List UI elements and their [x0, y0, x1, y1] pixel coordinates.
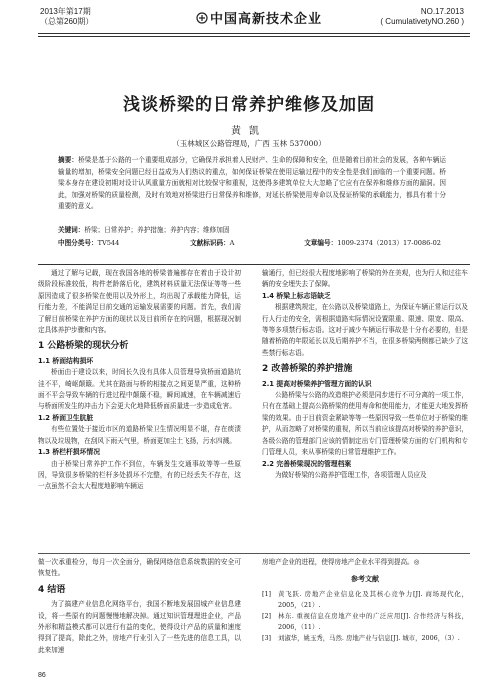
article-no-value: 1009-2374（2013）17-0086-02	[337, 239, 441, 247]
section-1-4-heading: 1.4 桥梁上标志语缺乏	[262, 291, 331, 300]
section-1-heading: 1 公路桥梁的现状分析	[38, 341, 129, 352]
article-no-label: 文章编号：	[304, 239, 338, 247]
left-column	[38, 268, 241, 493]
abstract-label: 摘要：	[58, 156, 79, 164]
cumulative-no-en: ( CumulativetyNO.260 )	[380, 17, 464, 26]
reference-number: [2]	[262, 611, 272, 620]
section-1-3-text: 由于桥梁日常养护工作不到位，车辆发生交通事故等等一些原因，导致很多桥梁的栏杆多处损坏不完整，有的已经丢失不存在，这一点虽然不会太大程度地影响车辆运	[38, 459, 241, 491]
journal-name: 中国高新技术企业	[210, 12, 323, 27]
section-2-heading: 2 改善桥梁的养护措施	[262, 364, 353, 375]
reference-text: 刘淑华，姚玉秀，马然. 房地产业与信息[J]. 城市，2006，（3）.	[278, 633, 460, 642]
issue-info-en	[380, 7, 464, 27]
reference-item	[262, 611, 468, 633]
doc-code-value: A	[229, 239, 235, 247]
section-1-4-text: 根据建筑规定，在公路以及桥梁道路上，为保证车辆正常运行以及行人行走的安全，需根据道路实际情况设置限重、限速、限宽、限高、等等多项禁行标志语。这对于减少车辆运行事故是十分有必要的，但是随着桥路的年限延长以及后期养护不当，在很多桥梁两侧都已缺少了这些禁行标志语。	[262, 303, 468, 357]
article-break-rule	[38, 553, 470, 554]
article-affiliation: （玉林城区公路管理局，广西 玉林 537000）	[172, 139, 326, 148]
article-author: 黄凯	[231, 126, 267, 137]
previous-article-tail: 做一次承重检分，每月一次全面分，确保网络信息系统数据的安全可恢复性。	[38, 558, 241, 578]
journal-logo-icon	[196, 12, 208, 24]
previous-article-ending: 房地产企业的进程，使得房地产企业水平得到提高。◎	[262, 558, 420, 566]
keywords	[58, 225, 446, 236]
right-column	[262, 268, 468, 481]
classification-line	[58, 238, 458, 249]
section-1-1-heading: 1.1 桥面结构损坏	[38, 356, 94, 365]
journal-masthead	[196, 8, 322, 27]
abstract	[58, 155, 446, 213]
right-column-continuation: 输通行，但已经很大程度地影响了桥梁的外在美观，也为行人和过往车辆的安全埋失去了保障。	[262, 269, 468, 289]
abstract-text: 桥梁是基于公路的一个重要组成部分，它确保并承担着人民财产、生命的保障和安全，但是随着目前社会的发展，各种车辆运输量的增加，桥梁安全问题已经日益成为人们热议的重点，如何保证桥梁在使用运输过程中的安全性是我们面临的一个重要问题。桥梁本身存在建设初期对设计认风重量方面就相对比较保守和重视，这使得多建筑单位大大忽略了它应有在保养和维修方面的漏洞。因此，加强对桥梁的质量检测，及时有效地对桥梁进行日常保养和维修，对延长桥梁使用寿命以及保证桥梁的承载能力，都具有着十分重要的意义。	[58, 156, 447, 210]
abstract-rule	[38, 264, 470, 265]
header-rule-thin	[38, 36, 470, 37]
section-2-1-text: 公路桥梁与公路的改造维护必须是同步进行不可分离的一项工作，只有在基础上提高公路桥梁的使用寿命和使用能力，才能更大地发挥桥梁的效果。由于目前资金紧缺等等一些原因导致一些单位对于桥梁的维护，从而忽略了对桥梁的重视，所以当前应该提高对桥梁的养护意识，各级公路的管理部门应该的情制定出专门管理桥梁方面的专门机构和专门管理人员，来从事桥梁的日常管理维护工作。	[262, 391, 468, 457]
reference-number: [1]	[262, 589, 272, 598]
doc-code-label: 文献标识码：	[190, 239, 230, 247]
lower-left-column	[38, 557, 241, 656]
issue-no-en: NO.17.2013	[420, 7, 464, 16]
keywords-text: 桥梁；日常养护；养护措施；养护内容；维修加固	[84, 226, 230, 234]
reference-text: 林东. 重视信息在房地产业中的广泛应用[J]. 合作经济与科技，2006，（11）.	[278, 611, 468, 631]
reference-number: [3]	[262, 633, 272, 642]
clc-value: TV544	[97, 239, 120, 247]
page-number: 86	[38, 672, 46, 679]
references-heading: 参考文献	[351, 575, 379, 584]
issue-number: 2013年第17期	[40, 7, 91, 16]
section-2-2-heading: 2.2 完善桥梁现况的管理档案	[262, 459, 352, 468]
intro-paragraph: 通过了解与记载，现在我国各地的桥梁普遍都存在着由于设计初级阶段标准较低，构件老龄落后化，建筑材料质量无法保证等等一些原因造成了很多桥梁在使用以及外形上，均出现了承载能力降低，运行能力差，不能满足目前交通的运输发展需要的问题。首先，我们需了解目前桥梁在养护方面的现状以及目前所存在的问题，根据现况制定具体养护步骤和内容。	[38, 269, 241, 335]
section-1-3-heading: 1.3 桥栏杆损坏情况	[38, 448, 100, 457]
section-4-text: 为了搞建产业信息化网络平台，我国不断地发展国城产业信息建设，将一些原有的问题慢慢地解决掉。通过知识管理理进企业，产品外形和精益模式都可以进行有益的变化，使得设计产品的质量和速度得到了提高，除此之外，房地产行业引入了一些先进的信息工具，以此来加速	[38, 600, 241, 654]
keywords-label: 关键词：	[58, 226, 85, 234]
total-issue-number: （总第260期）	[40, 17, 94, 26]
header-rule	[38, 33, 470, 34]
reference-item	[262, 633, 468, 644]
section-2-2-text: 为做好桥梁的公路养护管理工作，各项管理人员应及	[275, 470, 427, 479]
section-2-1-heading: 2.1 提高对桥梁养护管理方面的认识	[262, 379, 372, 388]
section-4-heading: 4 结语	[38, 584, 66, 595]
article-title: 浅谈桥梁的日常养护维修及加固	[123, 95, 375, 115]
issue-info	[40, 7, 93, 27]
section-1-2-heading: 1.2 桥面卫生肮脏	[38, 413, 94, 422]
lower-right-column	[262, 557, 468, 644]
section-1-1-text: 桥面由于建设以来，时间长久没有具体人员管理导致桥面道路坑洼不平，崎岖颠簸。尤其在路面与桥的相接点之间更显严重，这种桥面不平会导致车辆的行进过程中颠簸不稳，瞬间减速，在车辆减速后与桥面所发生的冲击力下会更大化地降低桥面质量进一步造成危害。	[38, 368, 241, 411]
section-1-2-text: 有些位置处于接近市区的道路桥梁卫生情况明显不堪，存在痰渍物以及垃圾物，在刮风下雨天气里，桥面更加尘土飞扬，污水四溅。	[38, 425, 241, 445]
reference-text: 黄飞跃. 房地产企业信息化及其核心竞争力[J]. 商场现代化，2005，（21）.	[278, 589, 468, 609]
reference-item	[262, 589, 468, 611]
clc-label: 中图分类号：	[58, 239, 98, 247]
